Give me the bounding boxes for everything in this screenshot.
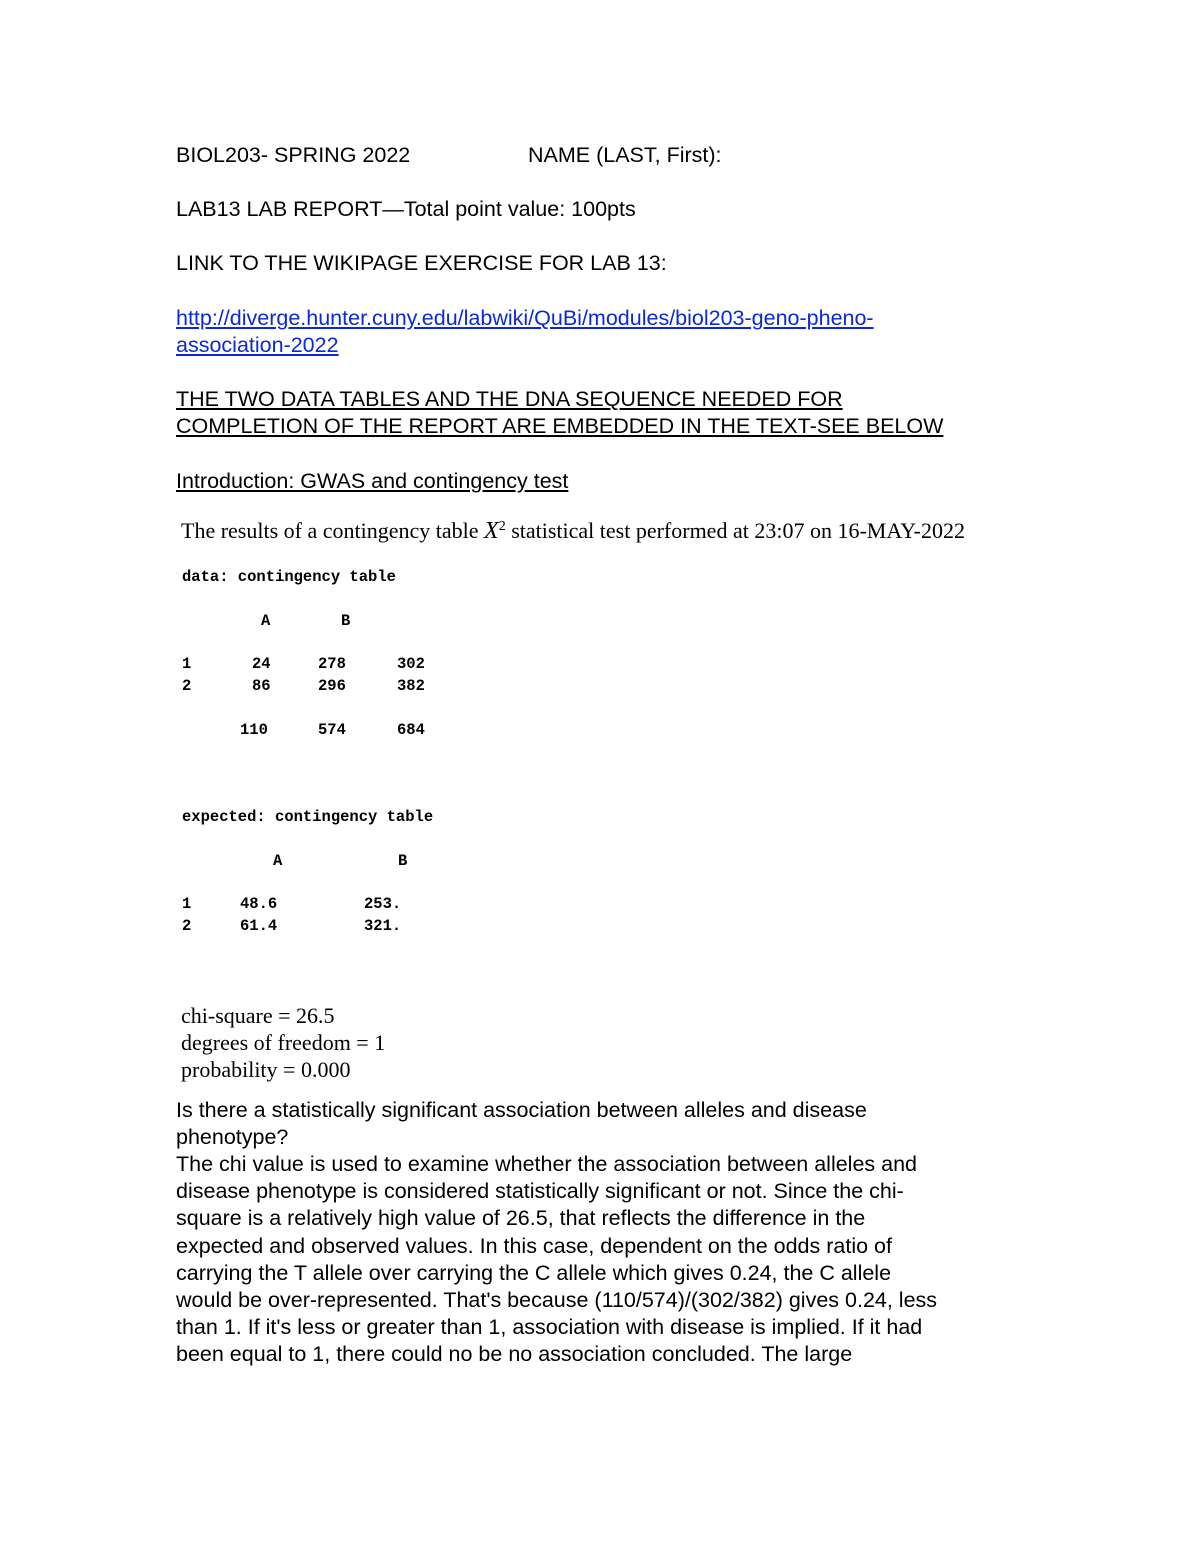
data-col-a: A (261, 612, 271, 630)
answer-line: than 1. If it's less or greater than 1, association with disease is implied. If it had (176, 1315, 923, 1340)
chi-symbol: X (484, 518, 499, 544)
chi-square-value: chi-square = 26.5 (181, 1003, 335, 1028)
answer-line: The chi value is used to examine whether the association between alleles and (176, 1152, 918, 1176)
data-col-b: B (341, 612, 351, 630)
answer-line: expected and observed values. In this case, dependent on the odds ratio of (176, 1233, 892, 1258)
expected-row1-b: 253. (364, 895, 402, 913)
expected-row2-a: 61.4 (240, 917, 278, 935)
report-title: LAB13 LAB REPORT—Total point value: 100pts (176, 197, 636, 221)
notice-line1: THE TWO DATA TABLES AND THE DNA SEQUENCE NEEDED FOR (176, 387, 843, 411)
data-total-all: 684 (397, 721, 425, 739)
data-total-a: 110 (240, 721, 268, 739)
question-text (176, 1097, 1026, 1151)
answer-line: been equal to 1, there could no be no association concluded. The large (176, 1342, 853, 1367)
data-row1-label: 1 (182, 655, 192, 673)
degrees-of-freedom: degrees of freedom = 1 (181, 1030, 386, 1055)
data-row1-a: 24 (252, 655, 271, 673)
answer-line: disease phenotype is considered statistically significant or not. Since the chi- (176, 1179, 904, 1204)
result-title (181, 514, 965, 544)
result-title-prefix: The results of a contingency table (181, 518, 485, 543)
expected-row2-label: 2 (182, 917, 192, 935)
expected-row1-label: 1 (182, 895, 192, 913)
wiki-link-line2[interactable]: association-2022 (176, 333, 339, 357)
data-row2-total: 382 (397, 677, 425, 695)
data-row2-b: 296 (318, 677, 346, 695)
question-line: phenotype? (176, 1125, 289, 1150)
expected-row1-a: 48.6 (240, 895, 278, 913)
data-row2-label: 2 (182, 677, 192, 695)
answer-line: square is a relatively high value of 26.5, that reflects the difference in the (176, 1206, 866, 1231)
expected-row2-b: 321. (364, 917, 402, 935)
wiki-link-line1[interactable]: http://diverge.hunter.cuny.edu/labwiki/QuBi/modules/biol203-geno-pheno- (176, 306, 874, 330)
answer-line: would be over-represented. That's because (110/574)/(302/382) gives 0.24, less (176, 1288, 938, 1313)
expected-col-b: B (398, 852, 408, 870)
header-line (176, 142, 722, 169)
answer-line: carrying the T allele over carrying the C allele which gives 0.24, the C allele (176, 1260, 892, 1285)
question-line: Is there a statistically significant association between alleles and disease (176, 1098, 867, 1122)
result-title-suffix: statistical test performed at 23:07 on 16-MAY-2022 (505, 518, 965, 543)
expected-col-a: A (273, 852, 283, 870)
link-heading: LINK TO THE WIKIPAGE EXERCISE FOR LAB 13: (176, 251, 667, 275)
chi-superscript: 2 (498, 519, 506, 534)
answer-text (176, 1151, 1026, 1369)
intro-heading: Introduction: GWAS and contingency test (176, 469, 569, 493)
data-row1-total: 302 (397, 655, 425, 673)
expected-table-label: expected: contingency table (182, 808, 434, 826)
name-label: NAME (LAST, First): (528, 143, 722, 167)
data-row1-b: 278 (318, 655, 346, 673)
course-label: BIOL203- SPRING 2022 (176, 143, 411, 167)
data-row2-a: 86 (252, 677, 271, 695)
notice-line2: COMPLETION OF THE REPORT ARE EMBEDDED IN THE TEXT-SEE BELOW (176, 414, 944, 438)
data-total-b: 574 (318, 721, 346, 739)
probability-value: probability = 0.000 (181, 1057, 351, 1082)
data-table-label: data: contingency table (182, 568, 396, 586)
